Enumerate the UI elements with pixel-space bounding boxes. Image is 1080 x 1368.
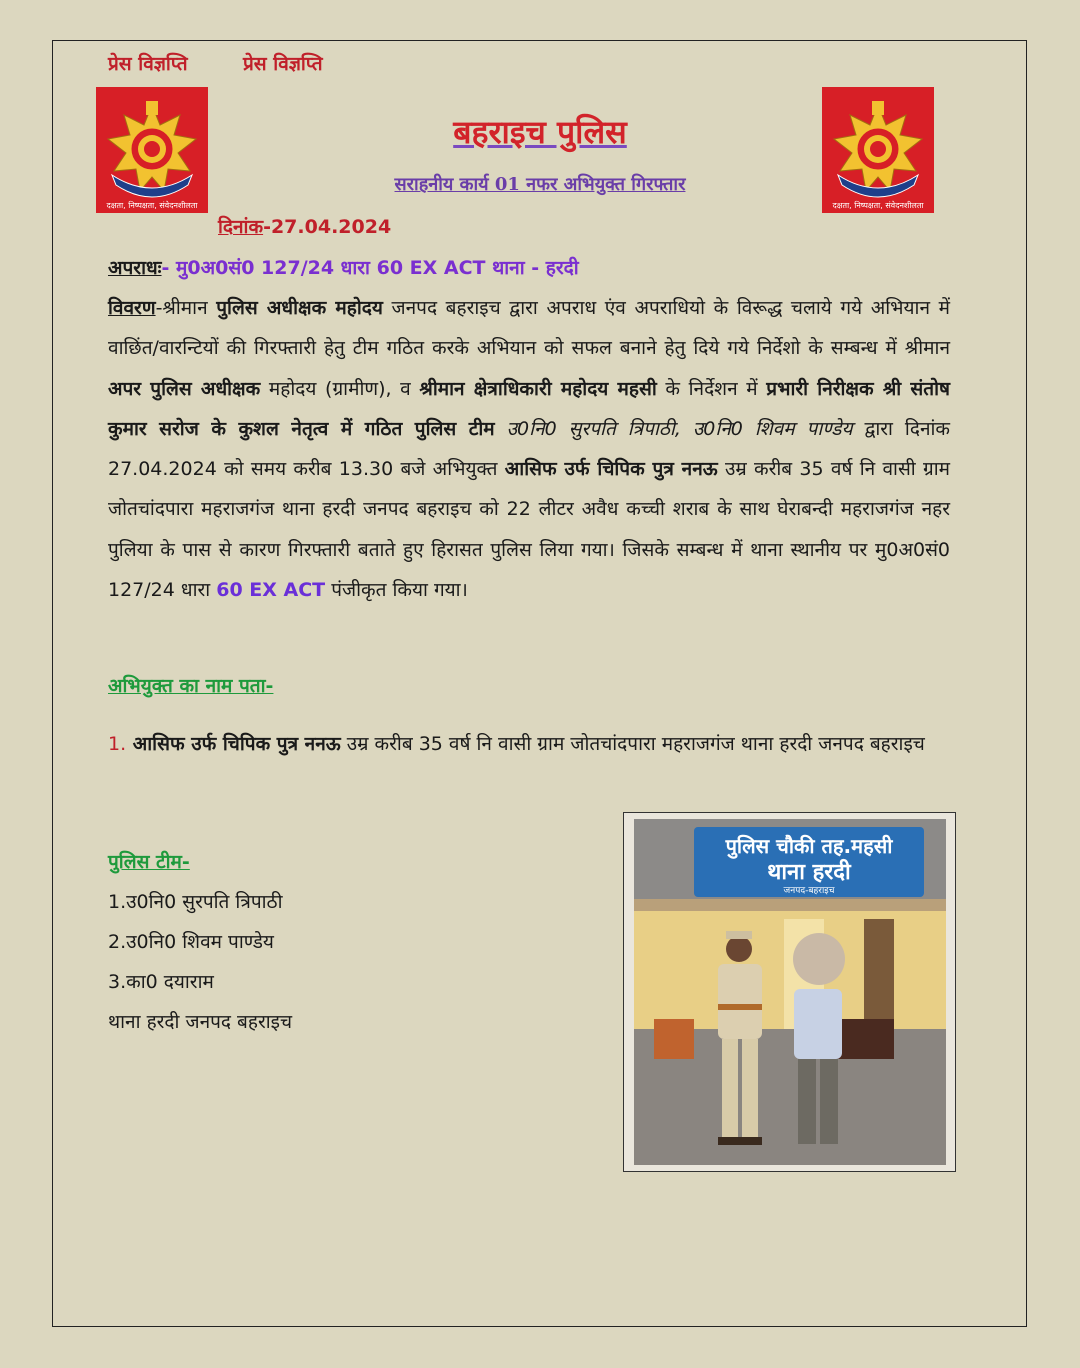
page-subtitle: सराहनीय कार्य 01 नफर अभियुक्त गिरफ्तार xyxy=(394,174,686,195)
details-bold: आसिफ उर्फ चिपिक पुत्र ननऊ xyxy=(504,458,718,481)
offence-line xyxy=(108,254,579,280)
team-station: थाना हरदी जनपद बहराइच xyxy=(108,1011,293,1033)
details-text: के निर्देशन में xyxy=(656,377,767,400)
team-member: 2.उ0नि0 शिवम पाण्डेय xyxy=(108,931,274,953)
accused-heading: अभियुक्त का नाम पता- xyxy=(108,675,274,697)
offence-value: - मु0अ0सं0 127/24 धारा 60 EX ACT थाना - हरदी xyxy=(161,257,579,279)
date-value: -27.04.2024 xyxy=(263,216,392,238)
photo-sign-line1: पुलिस चौकी तह.महसी xyxy=(725,834,893,858)
arrest-photo xyxy=(623,812,956,1172)
offence-label: अपराधः xyxy=(108,257,162,279)
details-italic: उ0नि0 सुरपति त्रिपाठी, उ0नि0 शिवम पाण्डेय xyxy=(494,417,853,440)
details-paragraph xyxy=(108,288,950,610)
press-release-label-left: प्रेस विज्ञप्ति xyxy=(108,53,188,75)
press-release-label-right: प्रेस विज्ञप्ति xyxy=(243,53,323,75)
details-act: 60 EX ACT xyxy=(216,579,326,602)
page-title: बहराइच पुलिस xyxy=(453,113,627,151)
details-label: विवरण xyxy=(108,297,156,319)
logo-motto: दक्षता, निष्पक्षता, संवेदनशीलता xyxy=(106,201,198,210)
date-line xyxy=(218,213,391,239)
arrest-photo-image xyxy=(634,819,946,1165)
details-text: जनपद बहराइच द्वारा अपराध एंव अपराधियो के विरूद्ध चलाये गये अभियान में वाछिंत/वारन्टियों की गिरफ्तारी हेतु टीम गठित करके अभियान को सफल बनाने हेतु दिये गये निर्देशो के सम्बन्ध में श्रीमान xyxy=(108,297,950,360)
team-heading: पुलिस टीम- xyxy=(108,851,190,873)
team-member: 3.का0 दयाराम xyxy=(108,971,214,993)
team-list xyxy=(108,882,292,1042)
photo-sign-line3: जनपद-बहराइच xyxy=(783,886,835,896)
logo-motto: दक्षता, निष्पक्षता, संवेदनशीलता xyxy=(832,201,924,210)
details-text: उम्र करीब 35 वर्ष नि वासी ग्राम जोतचांदपारा महराजगंज थाना हरदी जनपद बहराइच को 22 लीटर अवैध कच्ची शराब के साथ घेराबन्दी महराजगंज नहर पुलिया के पास से कारण गिरफ्तारी बताते हुए हिरासत पुलिस लिया गया। जिसके सम्बन्ध में थाना स्थानीय पर मु0अ0सं0 127/24 धारा xyxy=(108,458,950,602)
details-text: पंजीकृत किया गया। xyxy=(325,579,468,602)
accused-number: 1. xyxy=(108,733,127,755)
date-label: दिनांक xyxy=(218,216,264,238)
details-text: -श्रीमान xyxy=(155,297,217,319)
photo-sign-line2: थाना हरदी xyxy=(767,860,851,885)
accused-address: उम्र करीब 35 वर्ष नि वासी ग्राम जोतचांदपारा महराजगंज थाना हरदी जनपद बहराइच xyxy=(340,733,925,755)
details-bold: अपर पुलिस अधीक्षक xyxy=(108,377,261,400)
details-bold: पुलिस अधीक्षक महोदय xyxy=(216,297,383,319)
accused-name: आसिफ उर्फ चिपिक पुत्र ननऊ xyxy=(126,733,341,755)
details-bold: श्रीमान क्षेत्राधिकारी महोदय महसी xyxy=(419,377,657,400)
details-text: महोदय (ग्रामीण), व xyxy=(260,377,420,400)
accused-entry xyxy=(108,724,950,764)
team-member: 1.उ0नि0 सुरपति त्रिपाठी xyxy=(108,891,283,913)
details-bold: प्रभारी निरीक्षक श्री संतोष कुमार सरोज के कुशल नेतृत्व में गठित पुलिस टीम xyxy=(108,377,951,440)
details-text: द्वारा दिनांक 27.04.2024 को समय करीब 13.30 बजे अभियुक्त xyxy=(108,417,951,481)
